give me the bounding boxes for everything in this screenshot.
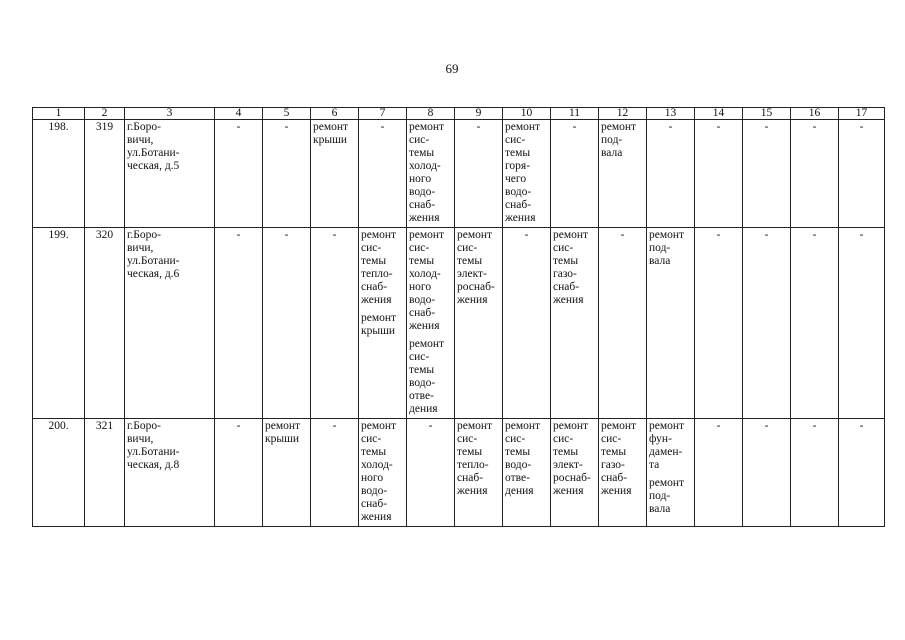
row-number: 200. bbox=[33, 419, 85, 527]
work-entry: ремонт крыши bbox=[313, 121, 349, 146]
work-cell bbox=[647, 228, 695, 419]
column-header: 4 bbox=[215, 108, 263, 120]
work-cell bbox=[695, 120, 743, 228]
column-header: 14 bbox=[695, 108, 743, 120]
column-header: 17 bbox=[839, 108, 885, 120]
work-cell bbox=[263, 228, 311, 419]
work-cell bbox=[215, 419, 263, 527]
work-cell bbox=[647, 419, 695, 527]
work-entry: ремонт сис- темы горя- чего водо- снаб- жения bbox=[505, 121, 541, 224]
row-number: 199. bbox=[33, 228, 85, 419]
work-entry: ремонт крыши bbox=[361, 312, 397, 337]
row-number: 198. bbox=[33, 120, 85, 228]
column-header: 15 bbox=[743, 108, 791, 120]
work-entry: ремонт под- вала bbox=[649, 477, 685, 515]
work-entry: ремонт сис- темы газо- снаб- жения bbox=[601, 420, 637, 497]
object-id: 319 bbox=[85, 120, 125, 228]
work-cell bbox=[839, 228, 885, 419]
column-header: 10 bbox=[503, 108, 551, 120]
work-cell bbox=[695, 419, 743, 527]
empty-dash: - bbox=[812, 121, 817, 133]
empty-dash: - bbox=[716, 121, 721, 133]
empty-dash: - bbox=[859, 121, 864, 133]
column-header: 13 bbox=[647, 108, 695, 120]
column-header: 3 bbox=[125, 108, 215, 120]
column-header: 11 bbox=[551, 108, 599, 120]
work-cell bbox=[263, 120, 311, 228]
column-header: 7 bbox=[359, 108, 407, 120]
work-cell bbox=[503, 419, 551, 527]
address-cell: г.Боро- вичи, ул.Ботани- ческая, д.8 bbox=[125, 419, 215, 527]
empty-dash: - bbox=[524, 229, 529, 241]
work-cell bbox=[311, 228, 359, 419]
column-header: 16 bbox=[791, 108, 839, 120]
empty-dash: - bbox=[764, 121, 769, 133]
column-header: 6 bbox=[311, 108, 359, 120]
work-cell bbox=[743, 120, 791, 228]
work-entry: ремонт сис- темы водо- отве- дения bbox=[505, 420, 541, 497]
work-cell bbox=[263, 419, 311, 527]
empty-dash: - bbox=[236, 121, 241, 133]
work-cell bbox=[695, 228, 743, 419]
work-entry: ремонт сис- темы элект- роснаб- жения bbox=[553, 420, 591, 497]
work-cell bbox=[551, 228, 599, 419]
work-cell bbox=[455, 120, 503, 228]
empty-dash: - bbox=[620, 229, 625, 241]
empty-dash: - bbox=[668, 121, 673, 133]
empty-dash: - bbox=[236, 420, 241, 432]
work-cell bbox=[743, 419, 791, 527]
empty-dash: - bbox=[812, 229, 817, 241]
work-entry: ремонт сис- темы элект- роснаб- жения bbox=[457, 229, 495, 306]
work-cell bbox=[455, 419, 503, 527]
work-cell bbox=[791, 228, 839, 419]
work-cell bbox=[839, 120, 885, 228]
empty-dash: - bbox=[380, 121, 385, 133]
empty-dash: - bbox=[716, 229, 721, 241]
table-header-row bbox=[33, 108, 885, 120]
empty-dash: - bbox=[284, 229, 289, 241]
empty-dash: - bbox=[859, 420, 864, 432]
address-cell: г.Боро- вичи, ул.Ботани- ческая, д.6 bbox=[125, 228, 215, 419]
work-cell bbox=[599, 419, 647, 527]
work-cell bbox=[551, 120, 599, 228]
empty-dash: - bbox=[764, 420, 769, 432]
work-cell bbox=[215, 228, 263, 419]
work-entry: ремонт сис- темы холод- ного водо- снаб- жения bbox=[409, 121, 445, 224]
work-cell bbox=[455, 228, 503, 419]
work-entry: ремонт сис- темы холод- ного водо- снаб- жения bbox=[409, 229, 445, 332]
empty-dash: - bbox=[859, 229, 864, 241]
empty-dash: - bbox=[284, 121, 289, 133]
work-entry: ремонт фун- дамен- та bbox=[649, 420, 685, 471]
work-entry: ремонт под- вала bbox=[601, 121, 637, 159]
work-cell bbox=[743, 228, 791, 419]
page-number: 69 bbox=[445, 61, 459, 76]
empty-dash: - bbox=[332, 229, 337, 241]
column-header: 2 bbox=[85, 108, 125, 120]
work-cell bbox=[407, 419, 455, 527]
table-row bbox=[33, 419, 885, 527]
object-id: 320 bbox=[85, 228, 125, 419]
address-cell: г.Боро- вичи, ул.Ботани- ческая, д.5 bbox=[125, 120, 215, 228]
work-entry: ремонт сис- темы газо- снаб- жения bbox=[553, 229, 589, 306]
column-header: 5 bbox=[263, 108, 311, 120]
work-cell bbox=[839, 419, 885, 527]
work-cell bbox=[407, 228, 455, 419]
work-cell bbox=[791, 419, 839, 527]
table-row bbox=[33, 120, 885, 228]
repair-plan-table bbox=[32, 107, 885, 527]
work-cell bbox=[215, 120, 263, 228]
work-cell bbox=[503, 228, 551, 419]
work-entry: ремонт сис- темы холод- ного водо- снаб- жения bbox=[361, 420, 397, 523]
object-id: 321 bbox=[85, 419, 125, 527]
work-cell bbox=[599, 120, 647, 228]
column-header: 8 bbox=[407, 108, 455, 120]
empty-dash: - bbox=[332, 420, 337, 432]
column-header: 9 bbox=[455, 108, 503, 120]
work-entry: ремонт под- вала bbox=[649, 229, 685, 267]
empty-dash: - bbox=[476, 121, 481, 133]
empty-dash: - bbox=[716, 420, 721, 432]
work-cell bbox=[791, 120, 839, 228]
work-entry: ремонт крыши bbox=[265, 420, 301, 445]
column-header: 12 bbox=[599, 108, 647, 120]
work-cell bbox=[311, 120, 359, 228]
work-entry: ремонт сис- темы тепло- снаб- жения bbox=[361, 229, 397, 306]
work-cell bbox=[359, 228, 407, 419]
column-header: 1 bbox=[33, 108, 85, 120]
empty-dash: - bbox=[764, 229, 769, 241]
work-cell bbox=[407, 120, 455, 228]
work-cell bbox=[647, 120, 695, 228]
work-entry: ремонт сис- темы тепло- снаб- жения bbox=[457, 420, 493, 497]
table-row bbox=[33, 228, 885, 419]
empty-dash: - bbox=[428, 420, 433, 432]
empty-dash: - bbox=[812, 420, 817, 432]
empty-dash: - bbox=[572, 121, 577, 133]
work-cell bbox=[599, 228, 647, 419]
work-cell bbox=[311, 419, 359, 527]
work-cell bbox=[503, 120, 551, 228]
work-cell bbox=[359, 120, 407, 228]
work-entry: ремонт сис- темы водо- отве- дения bbox=[409, 338, 445, 415]
empty-dash: - bbox=[236, 229, 241, 241]
work-cell bbox=[359, 419, 407, 527]
work-cell bbox=[551, 419, 599, 527]
